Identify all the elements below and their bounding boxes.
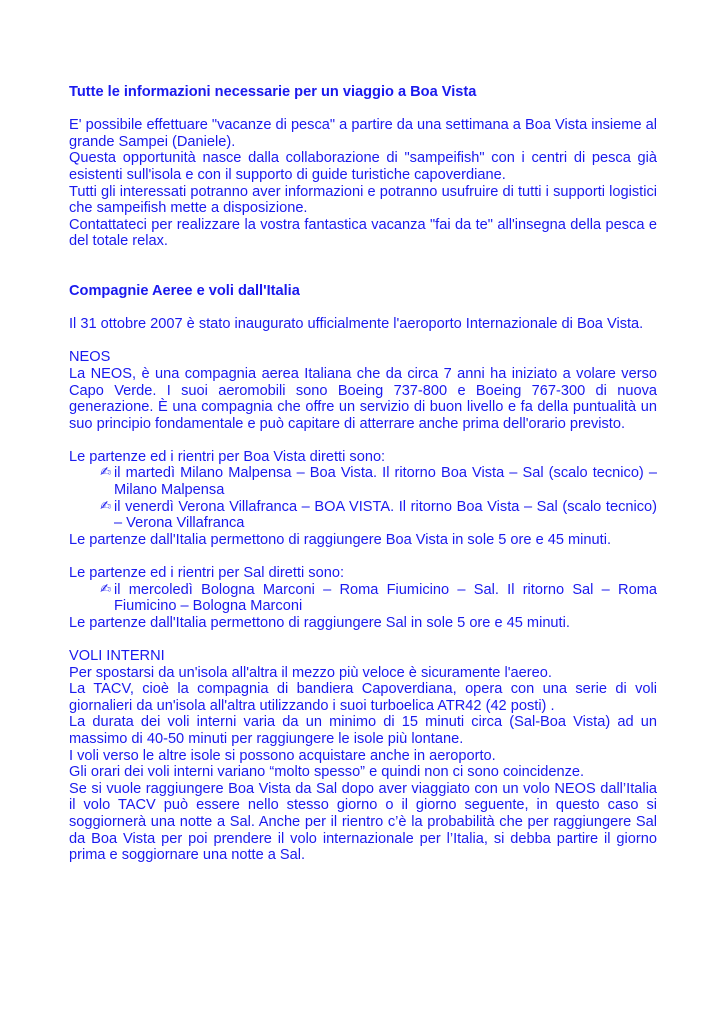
sal-intro: Le partenze ed i rientri per Sal diretti sono: (69, 565, 345, 582)
document-page (69, 84, 657, 864)
flights-title: Compagnie Aeree e voli dall'Italia (69, 282, 300, 299)
boavista-intro: Le partenze ed i rientri per Boa Vista diretti sono: (69, 448, 386, 465)
internal-line-3: La durata dei voli interni varia da un minimo di 15 minuti circa (Sal-Boa Vista) ad un massimo di 40-50 minuti per raggiungere le isole più lontane. (69, 714, 657, 747)
internal-line-4: I voli verso le altre isole si possono acquistare anche in aeroporto. (69, 747, 496, 764)
intro-paragraph-1: E' possibile effettuare "vacanze di pesca" a partire da una settimana a Boa Vista insieme al grande Sampei (Daniele). (69, 117, 657, 150)
list-item (69, 465, 657, 498)
list-item-text: il venerdì Verona Villafranca – BOA VISTA. Il ritorno Boa Vista – Sal (scalo tecnico) – Verona Villafranca (114, 498, 657, 532)
intro-paragraph-2: Questa opportunità nasce dalla collaborazione di "sampeifish" con i centri di pesca già esistenti sull'isola e con il supporto di guide turistiche capoverdiane. (69, 150, 657, 183)
intro-paragraph-4: Contattateci per realizzare la vostra fantastica vacanza "fai da te" all'insegna della pesca e del totale relax. (69, 216, 657, 250)
internal-line-6: Se si vuole raggiungere Boa Vista da Sal dopo aver viaggiato con un volo NEOS dall’Italia il volo TACV può essere nello stesso giorno o il giorno seguente, in questo caso si soggiornerà una notte a Sal. Anche per il rientro c’è la probabilità che per raggiungere Sal da Boa Vista per poi prendere il volo internazionale per l’Italia, si debba partire il giorno prima e soggiornare una notte a Sal. (69, 780, 657, 864)
sal-list (69, 582, 657, 615)
writing-hand-icon: ✍ (100, 581, 111, 597)
boavista-time: Le partenze dall'Italia permettono di raggiungere Boa Vista in sole 5 ore e 45 minuti. (69, 531, 612, 548)
writing-hand-icon: ✍ (100, 498, 111, 514)
list-item (69, 582, 657, 615)
internal-line-5: Gli orari dei voli interni variano “molto spesso” e quindi non ci sono coincidenze. (69, 764, 585, 781)
internal-line-1: Per spostarsi da un'isola all'altra il mezzo più veloce è sicuramente l'aereo. (69, 664, 552, 681)
list-item (69, 499, 657, 532)
internal-heading: VOLI INTERNI (69, 648, 165, 664)
airport-paragraph: Il 31 ottobre 2007 è stato inaugurato ufficialmente l'aeroporto Internazionale di Boa Vista. (69, 316, 644, 333)
boavista-list (69, 465, 657, 531)
internal-line-2: La TACV, cioè la compagnia di bandiera Capoverdiana, opera con una serie di voli giornalieri da un'isola all'altra utilizzando i suoi turboelica ATR42 (42 posti) . (69, 681, 657, 714)
intro-title: Tutte le informazioni necessarie per un viaggio a Boa Vista (69, 84, 477, 100)
sal-time: Le partenze dall'Italia permettono di raggiungere Sal in sole 5 ore e 45 minuti. (69, 614, 570, 631)
list-item-text: il martedì Milano Malpensa – Boa Vista. Il ritorno Boa Vista – Sal (scalo tecnico) – Milano Malpensa (114, 465, 657, 499)
writing-hand-icon: ✍ (100, 465, 111, 481)
neos-heading: NEOS (69, 349, 111, 366)
list-item-text: il mercoledì Bologna Marconi – Roma Fiumicino – Sal. Il ritorno Sal – Roma Fiumicino – Bologna Marconi (114, 581, 657, 615)
neos-paragraph: La NEOS, è una compagnia aerea Italiana che da circa 7 anni ha iniziato a volare verso Capo Verde. I suoi aeromobili sono Boeing 737-800 e Boeing 767-300 di nuova generazione. È una compagnia che offre un servizio di buon livello e fa della puntualità un suo principio fondamentale e può capitare di atterrare anche prima dell'orario previsto. (69, 365, 657, 432)
intro-paragraph-3: Tutti gli interessati potranno aver informazioni e potranno usufruire di tutti i supporti logistici che sampeifish mette a disposizione. (69, 183, 657, 217)
